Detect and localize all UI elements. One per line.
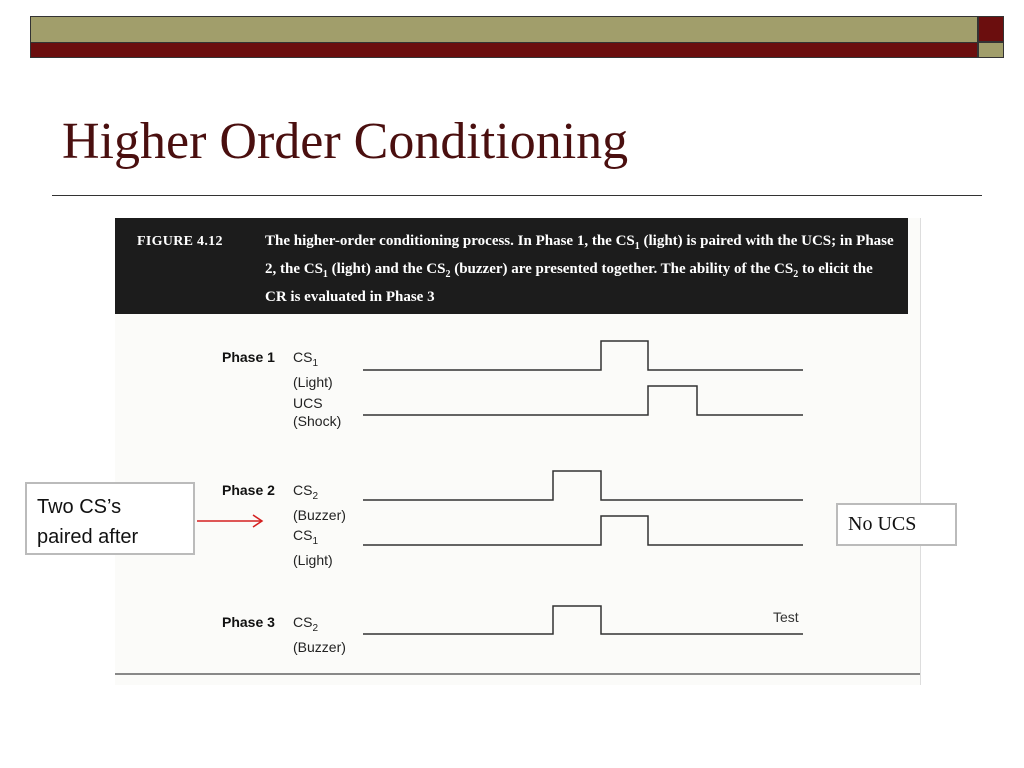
stimulus-detail: (Buzzer) xyxy=(293,506,346,523)
phase-2-cs1-trace xyxy=(363,516,803,545)
stimulus-subscript: 1 xyxy=(312,357,319,369)
callout-no-ucs: No UCS xyxy=(836,503,957,546)
header-square-maroon xyxy=(978,16,1004,42)
caption-subscript: 1 xyxy=(634,241,640,252)
caption-subscript: 2 xyxy=(793,269,799,280)
stimulus-subscript: 1 xyxy=(312,535,319,547)
test-label: Test xyxy=(773,609,799,625)
phase-2-cs2-trace xyxy=(363,471,803,500)
timing-diagram xyxy=(115,218,920,685)
phase-1-ucs-trace xyxy=(363,386,803,415)
figure-image xyxy=(115,218,921,685)
stimulus-subscript: 2 xyxy=(312,490,319,502)
phase-1-label: Phase 1 xyxy=(222,349,275,365)
figure-bottom-rule xyxy=(115,673,920,675)
header-band-maroon xyxy=(30,42,978,58)
caption-part: to elicit the CR is evaluated in Phase 3 xyxy=(265,261,873,305)
callout-two-cs-paired xyxy=(25,482,195,555)
caption-subscript: 1 xyxy=(322,269,328,280)
callout-line: paired after xyxy=(37,526,139,548)
slide-title: Higher Order Conditioning xyxy=(62,113,629,170)
stimulus-detail: (Light) xyxy=(293,551,333,568)
phase-1-cs1-trace xyxy=(363,341,803,370)
title-divider xyxy=(52,195,982,196)
caption-part: The higher-order conditioning process. In Phase 1, the CS xyxy=(265,233,635,249)
header-band-olive xyxy=(30,16,978,42)
caption-part: (buzzer) are presented together. The ability of the CS xyxy=(450,261,794,277)
caption-part: (light) is paired with the UCS; in Phase 2, the CS xyxy=(265,233,894,277)
phase-2-label: Phase 2 xyxy=(222,482,275,498)
caption-part: (light) and the CS xyxy=(327,261,446,277)
stimulus-name: UCS xyxy=(293,395,323,411)
phase-3-label: Phase 3 xyxy=(222,614,275,630)
callout-line: Two CS’s xyxy=(37,496,122,518)
stimulus-detail: (Light) xyxy=(293,373,333,390)
figure-label: FIGURE 4.12 xyxy=(137,234,223,249)
caption-subscript: 2 xyxy=(445,269,451,280)
stimulus-name: CS xyxy=(293,614,313,630)
stimulus-name: CS xyxy=(293,349,313,365)
phase-3-cs2-trace xyxy=(363,606,803,634)
header-square-olive xyxy=(978,42,1004,58)
stimulus-detail: (Shock) xyxy=(293,413,342,429)
stimulus-subscript: 2 xyxy=(312,622,319,634)
stimulus-name: CS xyxy=(293,482,313,498)
stimulus-name: CS xyxy=(293,527,313,543)
red-arrow-icon xyxy=(195,512,267,532)
stimulus-detail: (Buzzer) xyxy=(293,638,346,655)
